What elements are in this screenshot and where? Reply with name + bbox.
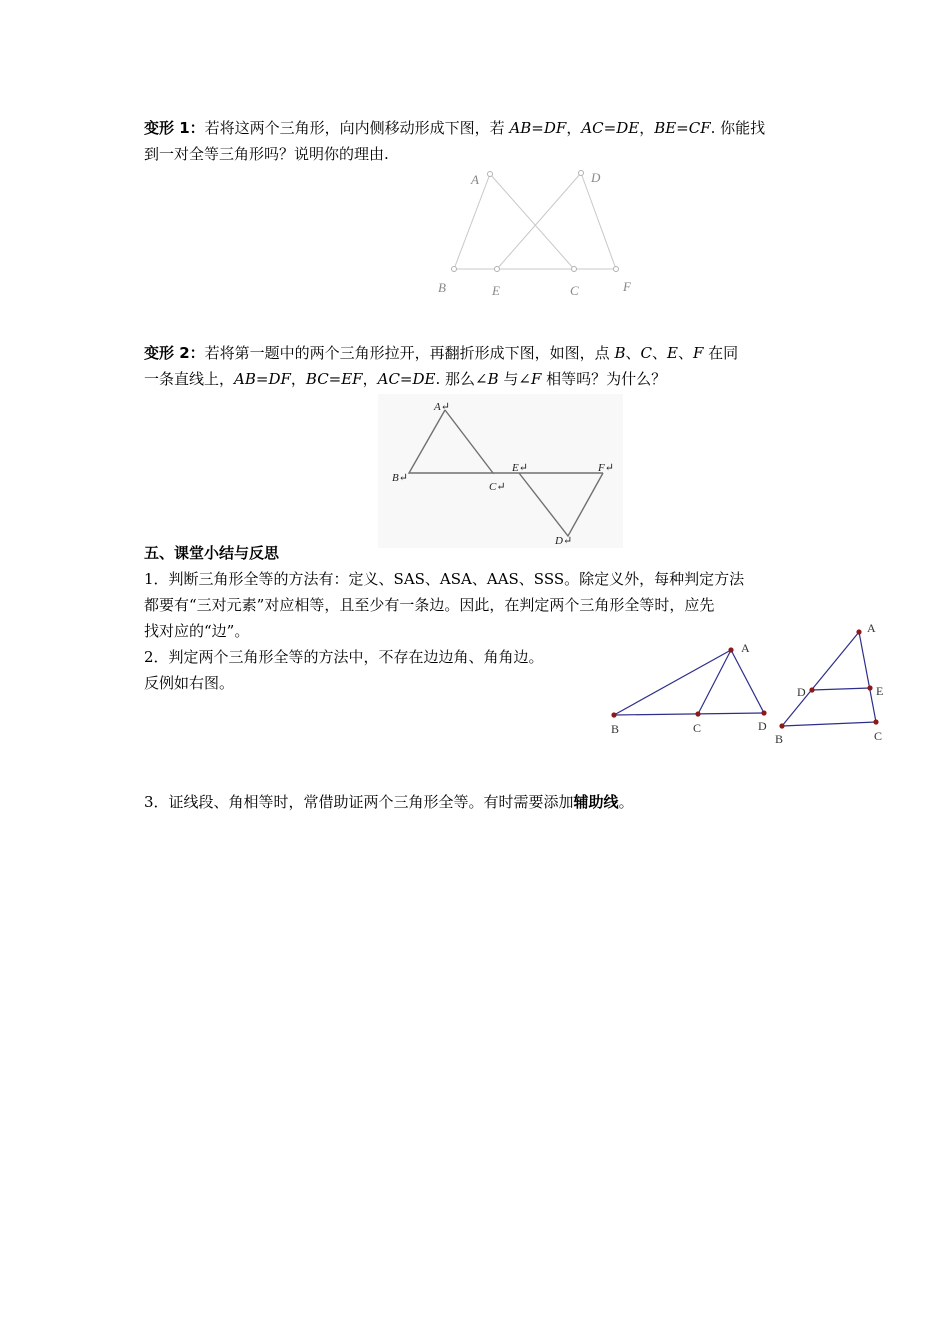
point-label-b: B↵ xyxy=(392,472,408,484)
summary-item2-line2: 反例如右图。 xyxy=(144,674,235,692)
summary-item1-line1: 1．判断三角形全等的方法有：定义、SAS、ASA、AAS、SSS。除定义外，每种判定方法 xyxy=(144,570,745,588)
point-label-c: C xyxy=(570,283,579,298)
variant2-label: 变形 2： xyxy=(144,344,205,362)
point-label-d: D xyxy=(797,685,806,699)
summary-item1-line3: 找对应的“边”。 xyxy=(144,622,250,640)
point-label-a: A xyxy=(741,641,750,655)
condition-be-cf: BE=CF xyxy=(654,119,711,137)
point-label-a: A xyxy=(471,172,479,187)
variant1-line2: 到一对全等三角形吗？说明你的理由. xyxy=(144,145,389,163)
point-label-a: A↵ xyxy=(434,401,450,413)
counterexample-figure-left xyxy=(600,630,780,745)
point-label-c: C↵ xyxy=(489,481,506,493)
counterexample-figure-right xyxy=(770,615,895,750)
point-label-c: C xyxy=(693,721,702,735)
variant1-line1: 变形 1：若将这两个三角形，向内侧移动形成下图，若 AB=DF，AC=DE，BE=CF. 你能找 xyxy=(144,119,766,137)
point-label-e: E↵ xyxy=(512,462,528,474)
summary-item2-line1: 2．判定两个三角形全等的方法中，不存在边边角、角角边。 xyxy=(144,648,544,666)
condition-ac-de: AC=DE xyxy=(581,119,640,137)
variant2-line2: 一条直线上，AB=DF，BC=EF，AC=DE. 那么∠B 与∠F 相等吗？为什么？ xyxy=(144,370,667,388)
variant2-figure xyxy=(378,394,623,548)
variant2-line1: 变形 2：若将第一题中的两个三角形拉开，再翻折形成下图，如图，点 B、C、E、F 在同 xyxy=(144,344,739,362)
condition-ab-df: AB=DF xyxy=(509,119,567,137)
point-label-e: E xyxy=(876,684,884,698)
variant1-figure xyxy=(430,160,650,300)
summary-item1-line2: 都要有“三对元素”对应相等，且至少有一条边。因此，在判定两个三角形全等时，应先 xyxy=(144,596,715,614)
variant1-label: 变形 1： xyxy=(144,119,205,137)
point-label-b: B xyxy=(611,722,620,736)
point-label-b: B xyxy=(438,280,446,295)
point-label-c: C xyxy=(874,729,883,743)
point-label-e: E xyxy=(492,283,500,298)
variant2-paragraph xyxy=(144,340,809,392)
point-label-a: A xyxy=(867,621,876,635)
point-label-d: D xyxy=(758,719,767,733)
point-label-d: D↵ xyxy=(555,535,573,547)
point-label-d: D xyxy=(591,170,601,185)
point-label-f: F xyxy=(623,279,631,294)
point-label-f: F↵ xyxy=(598,462,614,474)
auxiliary-line-term: 辅助线 xyxy=(573,793,619,811)
summary-item3: 3．证线段、角相等时，常借助证两个三角形全等。有时需要添加辅助线。 xyxy=(144,793,634,811)
summary-heading: 五、课堂小结与反思 xyxy=(144,544,280,562)
point-label-b: B xyxy=(775,732,784,746)
